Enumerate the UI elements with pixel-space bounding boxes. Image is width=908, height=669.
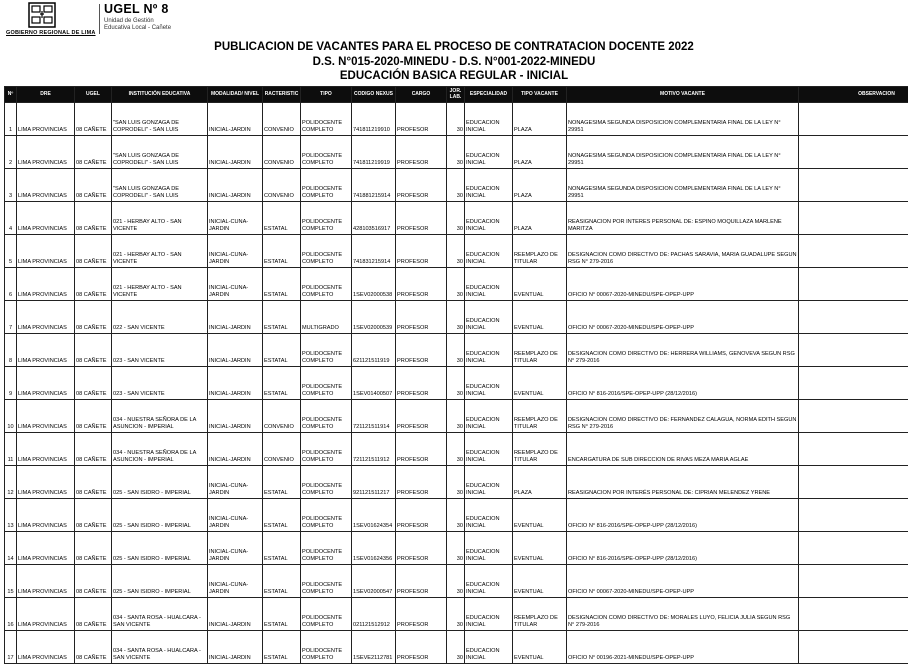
cell-characteristic: ESTATAL — [263, 466, 301, 499]
cell-vacancy-type: PLAZA — [513, 136, 567, 169]
cell-specialty: EDUCACION INICIAL — [465, 631, 513, 664]
cell-workday: 30 — [447, 235, 465, 268]
cell-num: 7 — [5, 301, 17, 334]
cell-characteristic: CONVENIO — [263, 103, 301, 136]
cell-characteristic: ESTATAL — [263, 532, 301, 565]
cell-position: PROFESOR — [396, 565, 447, 598]
cell-num: 13 — [5, 499, 17, 532]
cell-institution: 023 - SAN VICENTE — [112, 334, 208, 367]
cell-nexus-code: 721121511912 — [352, 433, 396, 466]
col-header-observation: OBSERVACION — [799, 87, 908, 103]
cell-modality: INICIAL-JARDIN — [208, 433, 263, 466]
cell-specialty: EDUCACION INICIAL — [465, 499, 513, 532]
cell-specialty: EDUCACION INICIAL — [465, 367, 513, 400]
cell-workday: 30 — [447, 499, 465, 532]
cell-modality: INICIAL-JARDIN — [208, 367, 263, 400]
cell-vacancy-type: REEMPLAZO DE TITULAR — [513, 433, 567, 466]
cell-specialty: EDUCACION INICIAL — [465, 301, 513, 334]
cell-position: PROFESOR — [396, 169, 447, 202]
cell-institution: 021 - HERBAY ALTO - SAN VICENTE — [112, 202, 208, 235]
cell-modality: INICIAL-CUNA-JARDIN — [208, 532, 263, 565]
cell-num: 12 — [5, 466, 17, 499]
cell-position: PROFESOR — [396, 499, 447, 532]
cell-dre: LIMA PROVINCIAS — [17, 466, 75, 499]
col-header-type: TIPO — [301, 87, 352, 103]
cell-type: POLIDOCENTE COMPLETO — [301, 433, 352, 466]
cell-modality: INICIAL-CUNA-JARDIN — [208, 202, 263, 235]
cell-modality: INICIAL-CUNA-JARDIN — [208, 499, 263, 532]
cell-modality: INICIAL-JARDIN — [208, 631, 263, 664]
cell-nexus-code: 621121511919 — [352, 334, 396, 367]
cell-position: PROFESOR — [396, 334, 447, 367]
cell-modality: INICIAL-JARDIN — [208, 334, 263, 367]
table-row — [5, 631, 908, 664]
cell-workday: 30 — [447, 334, 465, 367]
table-row — [5, 466, 908, 499]
cell-num: 6 — [5, 268, 17, 301]
table-row — [5, 136, 908, 169]
cell-specialty: EDUCACION INICIAL — [465, 466, 513, 499]
cell-institution: 021 - HERBAY ALTO - SAN VICENTE — [112, 268, 208, 301]
cell-position: PROFESOR — [396, 532, 447, 565]
cell-characteristic: CONVENIO — [263, 169, 301, 202]
cell-characteristic: ESTATAL — [263, 598, 301, 631]
cell-workday: 30 — [447, 565, 465, 598]
cell-vacancy-type: REEMPLAZO DE TITULAR — [513, 334, 567, 367]
cell-position: PROFESOR — [396, 202, 447, 235]
table-row — [5, 103, 908, 136]
cell-nexus-code: 1SEV01400507 — [352, 367, 396, 400]
cell-institution: 025 - SAN ISIDRO - IMPERIAL — [112, 466, 208, 499]
cell-position: PROFESOR — [396, 235, 447, 268]
cell-observation — [799, 565, 908, 598]
cell-dre: LIMA PROVINCIAS — [17, 103, 75, 136]
cell-vacancy-reason: ENCARGATURA DE SUB DIRECCION DE RIVAS MEZA MARIA AGLAE — [567, 433, 799, 466]
cell-ugel: 08 CAÑETE — [75, 235, 112, 268]
cell-observation — [799, 367, 908, 400]
cell-specialty: EDUCACION INICIAL — [465, 202, 513, 235]
cell-ugel: 08 CAÑETE — [75, 268, 112, 301]
cell-position: PROFESOR — [396, 367, 447, 400]
cell-type: POLIDOCENTE COMPLETO — [301, 169, 352, 202]
cell-specialty: EDUCACION INICIAL — [465, 268, 513, 301]
cell-workday: 30 — [447, 400, 465, 433]
cell-type: POLIDOCENTE COMPLETO — [301, 268, 352, 301]
cell-dre: LIMA PROVINCIAS — [17, 169, 75, 202]
cell-vacancy-type: REEMPLAZO DE TITULAR — [513, 400, 567, 433]
cell-nexus-code: 1SEV02000547 — [352, 565, 396, 598]
cell-position: PROFESOR — [396, 631, 447, 664]
cell-dre: LIMA PROVINCIAS — [17, 367, 75, 400]
cell-observation — [799, 433, 908, 466]
cell-vacancy-reason: NONAGESIMA SEGUNDA DISPOSICION COMPLEMENTARIA FINAL DE LA LEY N° 29951 — [567, 169, 799, 202]
cell-nexus-code: 741811219919 — [352, 136, 396, 169]
cell-num: 15 — [5, 565, 17, 598]
cell-observation — [799, 631, 908, 664]
table-row — [5, 433, 908, 466]
cell-ugel: 08 CAÑETE — [75, 367, 112, 400]
col-header-specialty: ESPECIALIDAD — [465, 87, 513, 103]
cell-modality: INICIAL-CUNA-JARDIN — [208, 235, 263, 268]
cell-characteristic: ESTATAL — [263, 202, 301, 235]
cell-vacancy-type: EVENTUAL — [513, 499, 567, 532]
cell-type: POLIDOCENTE COMPLETO — [301, 235, 352, 268]
cell-type: POLIDOCENTE COMPLETO — [301, 202, 352, 235]
col-header-nexus-code: CODIGO NEXUS — [352, 87, 396, 103]
cell-characteristic: ESTATAL — [263, 565, 301, 598]
col-header-num: Nº — [5, 87, 17, 103]
cell-dre: LIMA PROVINCIAS — [17, 301, 75, 334]
cell-modality: INICIAL-JARDIN — [208, 598, 263, 631]
cell-vacancy-reason: NONAGESIMA SEGUNDA DISPOSICION COMPLEMENTARIA FINAL DE LA LEY N° 29951 — [567, 103, 799, 136]
cell-vacancy-reason: OFICIO N° 816-2016/SPE-OPEP-UPP (28/12/2016) — [567, 532, 799, 565]
cell-workday: 30 — [447, 202, 465, 235]
cell-institution: 021 - HERBAY ALTO - SAN VICENTE — [112, 235, 208, 268]
cell-dre: LIMA PROVINCIAS — [17, 631, 75, 664]
ugel-subtitle-1: Unidad de Gestión — [104, 18, 154, 24]
cell-nexus-code: 921121511217 — [352, 466, 396, 499]
cell-ugel: 08 CAÑETE — [75, 169, 112, 202]
cell-type: POLIDOCENTE COMPLETO — [301, 334, 352, 367]
logo-caption: GOBIERNO REGIONAL DE LIMA — [6, 30, 96, 36]
col-header-vacancy-reason: MOTIVO VACANTE — [567, 87, 799, 103]
cell-modality: INICIAL-JARDIN — [208, 301, 263, 334]
cell-vacancy-type: EVENTUAL — [513, 565, 567, 598]
cell-dre: LIMA PROVINCIAS — [17, 400, 75, 433]
cell-num: 1 — [5, 103, 17, 136]
cell-vacancy-type: REEMPLAZO DE TITULAR — [513, 598, 567, 631]
cell-type: POLIDOCENTE COMPLETO — [301, 466, 352, 499]
cell-characteristic: ESTATAL — [263, 367, 301, 400]
cell-position: PROFESOR — [396, 466, 447, 499]
cell-observation — [799, 532, 908, 565]
cell-ugel: 08 CAÑETE — [75, 334, 112, 367]
cell-nexus-code: 428103516917 — [352, 202, 396, 235]
cell-type: POLIDOCENTE COMPLETO — [301, 532, 352, 565]
cell-vacancy-reason: REASIGNACION POR INTERES PERSONAL DE: ESPINO MOQUILLAZA MARLENE MARITZA — [567, 202, 799, 235]
cell-ugel: 08 CAÑETE — [75, 466, 112, 499]
col-header-modality: MODALIDAD/ NIVEL — [208, 87, 263, 103]
cell-vacancy-type: PLAZA — [513, 103, 567, 136]
ugel-subtitle-2: Educativa Local - Cañete — [104, 25, 172, 31]
cell-type: POLIDOCENTE COMPLETO — [301, 136, 352, 169]
cell-workday: 30 — [447, 598, 465, 631]
cell-ugel: 08 CAÑETE — [75, 565, 112, 598]
cell-dre: LIMA PROVINCIAS — [17, 598, 75, 631]
cell-workday: 30 — [447, 301, 465, 334]
cell-vacancy-reason: DESIGNACION COMO DIRECTIVO DE: PACHAS SARAVIA, MARIA GUADALUPE SEGUN RSG N° 279-2016 — [567, 235, 799, 268]
cell-specialty: EDUCACION INICIAL — [465, 598, 513, 631]
cell-vacancy-reason: DESIGNACION COMO DIRECTIVO DE: MORALES LUYO, FELICIA JULIA SEGUN RSG N° 279-2016 — [567, 598, 799, 631]
col-header-vacancy-type: TIPO VACANTE — [513, 87, 567, 103]
col-header-ugel: UGEL — [75, 87, 112, 103]
cell-characteristic: ESTATAL — [263, 631, 301, 664]
table-row — [5, 301, 908, 334]
cell-type: POLIDOCENTE COMPLETO — [301, 631, 352, 664]
cell-observation — [799, 400, 908, 433]
cell-type: POLIDOCENTE COMPLETO — [301, 367, 352, 400]
cell-ugel: 08 CAÑETE — [75, 202, 112, 235]
cell-vacancy-type: REEMPLAZO DE TITULAR — [513, 235, 567, 268]
cell-observation — [799, 598, 908, 631]
cell-dre: LIMA PROVINCIAS — [17, 136, 75, 169]
table-row — [5, 268, 908, 301]
table-row — [5, 598, 908, 631]
cell-vacancy-reason: OFICIO N° 816-2016/SPE-OPEP-UPP (28/12/2016) — [567, 499, 799, 532]
cell-characteristic: ESTATAL — [263, 301, 301, 334]
cell-vacancy-type: EVENTUAL — [513, 532, 567, 565]
cell-vacancy-reason: NONAGESIMA SEGUNDA DISPOSICION COMPLEMENTARIA FINAL DE LA LEY N° 29951 — [567, 136, 799, 169]
cell-ugel: 08 CAÑETE — [75, 433, 112, 466]
header-divider — [99, 4, 100, 34]
cell-type: POLIDOCENTE COMPLETO — [301, 103, 352, 136]
cell-observation — [799, 136, 908, 169]
cell-observation — [799, 499, 908, 532]
cell-workday: 30 — [447, 433, 465, 466]
cell-dre: LIMA PROVINCIAS — [17, 532, 75, 565]
cell-specialty: EDUCACION INICIAL — [465, 433, 513, 466]
cell-observation — [799, 301, 908, 334]
cell-position: PROFESOR — [396, 400, 447, 433]
cell-nexus-code: 1SEV02000539 — [352, 301, 396, 334]
cell-characteristic: ESTATAL — [263, 499, 301, 532]
cell-nexus-code: 741831215914 — [352, 235, 396, 268]
cell-observation — [799, 169, 908, 202]
cell-dre: LIMA PROVINCIAS — [17, 334, 75, 367]
cell-nexus-code: 021121512912 — [352, 598, 396, 631]
cell-vacancy-reason: REASIGNACION POR INTERÉS PERSONAL DE: CIPRIAN MELENDEZ YRENE — [567, 466, 799, 499]
cell-characteristic: ESTATAL — [263, 235, 301, 268]
cell-modality: INICIAL-CUNA-JARDIN — [208, 565, 263, 598]
cell-nexus-code: 1SEV02000538 — [352, 268, 396, 301]
cell-specialty: EDUCACION INICIAL — [465, 136, 513, 169]
cell-institution: 034 - NUESTRA SEÑORA DE LA ASUNCION - IMPERIAL — [112, 400, 208, 433]
cell-num: 2 — [5, 136, 17, 169]
cell-type: POLIDOCENTE COMPLETO — [301, 499, 352, 532]
table-row — [5, 532, 908, 565]
cell-nexus-code: 1SEV01624354 — [352, 499, 396, 532]
cell-modality: INICIAL-JARDIN — [208, 400, 263, 433]
cell-position: PROFESOR — [396, 268, 447, 301]
cell-dre: LIMA PROVINCIAS — [17, 433, 75, 466]
cell-observation — [799, 334, 908, 367]
cell-institution: 023 - SAN VICENTE — [112, 367, 208, 400]
document-level: EDUCACIÓN BASICA REGULAR - INICIAL — [339, 70, 569, 82]
cell-workday: 30 — [447, 169, 465, 202]
cell-vacancy-type: EVENTUAL — [513, 631, 567, 664]
cell-workday: 30 — [447, 367, 465, 400]
cell-workday: 30 — [447, 268, 465, 301]
cell-specialty: EDUCACION INICIAL — [465, 169, 513, 202]
cell-nexus-code: 1SEVE2112781 — [352, 631, 396, 664]
cell-vacancy-type: EVENTUAL — [513, 367, 567, 400]
cell-position: PROFESOR — [396, 301, 447, 334]
cell-observation — [799, 268, 908, 301]
cell-type: POLIDOCENTE COMPLETO — [301, 565, 352, 598]
cell-position: PROFESOR — [396, 433, 447, 466]
cell-vacancy-reason: DESIGNACION COMO DIRECTIVO DE: FERNANDEZ CALAGUA, NORMA EDITH SEGUN RSG N° 279-2016 — [567, 400, 799, 433]
cell-num: 16 — [5, 598, 17, 631]
table-row — [5, 169, 908, 202]
table-header-row — [5, 87, 908, 103]
document-title: PUBLICACION DE VACANTES PARA EL PROCESO DE CONTRATACION DOCENTE 2022 — [214, 41, 694, 53]
cell-specialty: EDUCACION INICIAL — [465, 103, 513, 136]
table-row — [5, 334, 908, 367]
cell-modality: INICIAL-CUNA-JARDIN — [208, 466, 263, 499]
cell-institution: 025 - SAN ISIDRO - IMPERIAL — [112, 565, 208, 598]
col-header-position: CARGO — [396, 87, 447, 103]
cell-ugel: 08 CAÑETE — [75, 103, 112, 136]
cell-vacancy-reason: OFICIO N° 00196-2021-MINEDU/SPE-OPEP-UPP — [567, 631, 799, 664]
cell-vacancy-type: PLAZA — [513, 466, 567, 499]
cell-workday: 30 — [447, 103, 465, 136]
cell-vacancy-reason: OFICIO N° 816-2016/SPE-OPEP-UPP (28/12/2016) — [567, 367, 799, 400]
cell-ugel: 08 CAÑETE — [75, 400, 112, 433]
cell-ugel: 08 CAÑETE — [75, 598, 112, 631]
cell-num: 8 — [5, 334, 17, 367]
cell-observation — [799, 466, 908, 499]
cell-modality: INICIAL-CUNA-JARDIN — [208, 268, 263, 301]
ugel-title: UGEL Nº 8 — [104, 2, 169, 16]
cell-nexus-code: 741811219910 — [352, 103, 396, 136]
cell-institution: 022 - SAN VICENTE — [112, 301, 208, 334]
cell-dre: LIMA PROVINCIAS — [17, 499, 75, 532]
cell-institution: 034 - SANTA ROSA - HUALCARA - SAN VICENTE — [112, 598, 208, 631]
cell-vacancy-type: PLAZA — [513, 169, 567, 202]
cell-institution: "SAN LUIS GONZAGA DE COPRODELI" - SAN LUIS — [112, 169, 208, 202]
cell-workday: 30 — [447, 136, 465, 169]
cell-institution: 034 - SANTA ROSA - HUALCARA - SAN VICENTE — [112, 631, 208, 664]
table-row — [5, 235, 908, 268]
col-header-institution: INSTITUCIÓN EDUCATIVA — [112, 87, 208, 103]
cell-type: POLIDOCENTE COMPLETO — [301, 400, 352, 433]
cell-observation — [799, 202, 908, 235]
cell-num: 17 — [5, 631, 17, 664]
cell-institution: "SAN LUIS GONZAGA DE COPRODELI" - SAN LUIS — [112, 103, 208, 136]
cell-num: 14 — [5, 532, 17, 565]
cell-ugel: 08 CAÑETE — [75, 499, 112, 532]
cell-workday: 30 — [447, 466, 465, 499]
cell-position: PROFESOR — [396, 598, 447, 631]
cell-specialty: EDUCACION INICIAL — [465, 235, 513, 268]
cell-ugel: 08 CAÑETE — [75, 301, 112, 334]
cell-institution: "SAN LUIS GONZAGA DE COPRODELI" - SAN LUIS — [112, 136, 208, 169]
cell-vacancy-type: PLAZA — [513, 202, 567, 235]
table-row — [5, 565, 908, 598]
coat-of-arms-icon — [28, 2, 56, 28]
col-header-workday: JOR. LAB. — [447, 87, 465, 103]
col-header-dre: DRE — [17, 87, 75, 103]
cell-characteristic: ESTATAL — [263, 268, 301, 301]
cell-characteristic: CONVENIO — [263, 136, 301, 169]
cell-characteristic: ESTATAL — [263, 334, 301, 367]
cell-type: MULTIGRADO — [301, 301, 352, 334]
cell-num: 11 — [5, 433, 17, 466]
table-row — [5, 400, 908, 433]
cell-num: 5 — [5, 235, 17, 268]
table-row — [5, 499, 908, 532]
cell-observation — [799, 235, 908, 268]
cell-position: PROFESOR — [396, 103, 447, 136]
cell-specialty: EDUCACION INICIAL — [465, 532, 513, 565]
table-row — [5, 202, 908, 235]
cell-modality: INICIAL-JARDIN — [208, 169, 263, 202]
cell-modality: INICIAL-JARDIN — [208, 136, 263, 169]
cell-num: 3 — [5, 169, 17, 202]
cell-ugel: 08 CAÑETE — [75, 631, 112, 664]
cell-workday: 30 — [447, 532, 465, 565]
cell-nexus-code: 721121511914 — [352, 400, 396, 433]
cell-characteristic: CONVENIO — [263, 400, 301, 433]
cell-num: 9 — [5, 367, 17, 400]
cell-vacancy-reason: DESIGNACION COMO DIRECTIVO DE: HERRERA WILLIAMS, GENOVEVA SEGUN RSG N° 279-2016 — [567, 334, 799, 367]
cell-institution: 025 - SAN ISIDRO - IMPERIAL — [112, 532, 208, 565]
cell-specialty: EDUCACION INICIAL — [465, 334, 513, 367]
cell-vacancy-type: EVENTUAL — [513, 268, 567, 301]
cell-num: 10 — [5, 400, 17, 433]
cell-num: 4 — [5, 202, 17, 235]
cell-dre: LIMA PROVINCIAS — [17, 235, 75, 268]
cell-ugel: 08 CAÑETE — [75, 532, 112, 565]
cell-nexus-code: 741881215914 — [352, 169, 396, 202]
vacancies-table — [4, 86, 908, 664]
cell-dre: LIMA PROVINCIAS — [17, 565, 75, 598]
cell-position: PROFESOR — [396, 136, 447, 169]
cell-specialty: EDUCACION INICIAL — [465, 400, 513, 433]
cell-type: POLIDOCENTE COMPLETO — [301, 598, 352, 631]
cell-modality: INICIAL-JARDIN — [208, 103, 263, 136]
cell-observation — [799, 103, 908, 136]
regional-government-logo — [6, 2, 98, 38]
table-row — [5, 367, 908, 400]
col-header-characteristic: RACTERISTIC — [263, 87, 301, 103]
cell-institution: 025 - SAN ISIDRO - IMPERIAL — [112, 499, 208, 532]
cell-dre: LIMA PROVINCIAS — [17, 202, 75, 235]
cell-dre: LIMA PROVINCIAS — [17, 268, 75, 301]
cell-vacancy-type: EVENTUAL — [513, 301, 567, 334]
cell-vacancy-reason: OFICIO N° 00067-2020-MINEDU/SPE-OPEP-UPP — [567, 301, 799, 334]
cell-vacancy-reason: OFICIO N° 00067-2020-MINEDU/SPE-OPEP-UPP — [567, 268, 799, 301]
cell-institution: 034 - NUESTRA SEÑORA DE LA ASUNCION - IMPERIAL — [112, 433, 208, 466]
cell-workday: 30 — [447, 631, 465, 664]
cell-specialty: EDUCACION INICIAL — [465, 565, 513, 598]
cell-nexus-code: 1SEV01624356 — [352, 532, 396, 565]
document-decree: D.S. N°015-2020-MINEDU - D.S. N°001-2022-MINEDU — [312, 56, 596, 68]
cell-vacancy-reason: OFICIO N° 00067-2020-MINEDU/SPE-OPEP-UPP — [567, 565, 799, 598]
cell-ugel: 08 CAÑETE — [75, 136, 112, 169]
cell-characteristic: CONVENIO — [263, 433, 301, 466]
